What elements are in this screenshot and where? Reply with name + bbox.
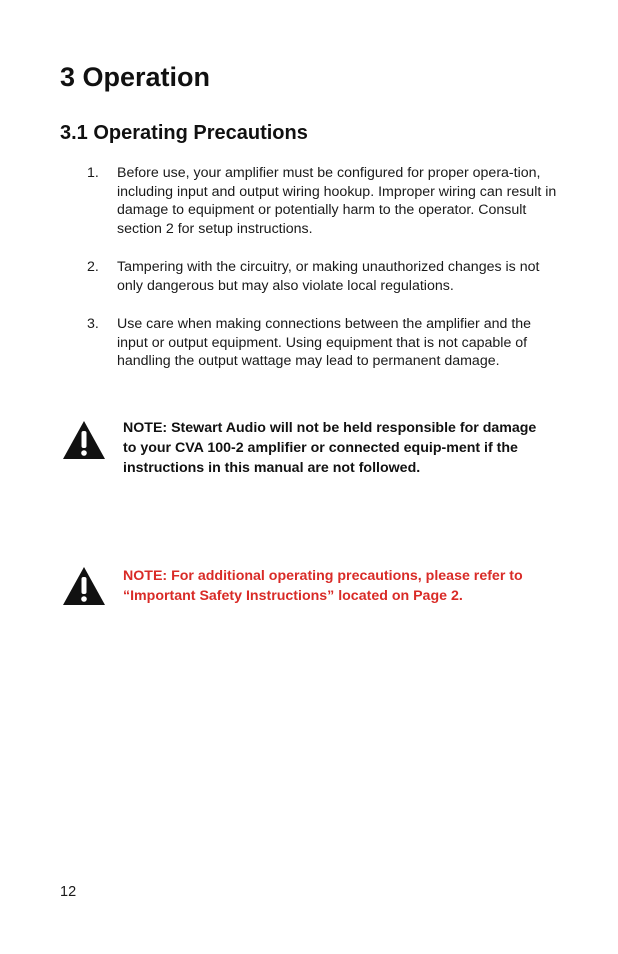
precautions-list xyxy=(60,164,560,391)
list-item-text: Before use, your amplifier must be configured for proper opera-tion, including input and output wiring hookup. Improper wiring can result in damage to equipment or potentially harm to the operator. Consult section 2 for setup instructions. xyxy=(117,165,557,237)
list-item xyxy=(60,164,560,238)
list-item xyxy=(60,315,560,371)
safety-reference-note-text: NOTE: For additional operating precautions, please refer to “Important Safety Instructions” located on Page 2. xyxy=(123,568,523,604)
list-item-number: 3. xyxy=(87,316,99,332)
list-item-number: 2. xyxy=(87,259,99,275)
warning-icon xyxy=(62,420,106,460)
liability-note-text: NOTE: Stewart Audio will not be held responsible for damage to your CVA 100-2 amplifier or connected equip-ment if the instructions in this manual are not followed. xyxy=(123,420,537,476)
list-item-text: Tampering with the circuitry, or making unauthorized changes is not only dangerous but may also violate local regulations. xyxy=(117,259,540,294)
chapter-title: 3 Operation xyxy=(60,62,211,92)
warning-icon xyxy=(62,566,106,606)
list-item xyxy=(60,258,560,295)
list-item-text: Use care when making connections between the amplifier and the input or output equipment. Using equipment that is not capable of handling the output wattage may lead to permanent damage. xyxy=(117,316,532,369)
list-item-number: 1. xyxy=(87,165,99,181)
page-number: 12 xyxy=(60,884,77,900)
section-title: 3.1 Operating Precautions xyxy=(60,122,308,144)
